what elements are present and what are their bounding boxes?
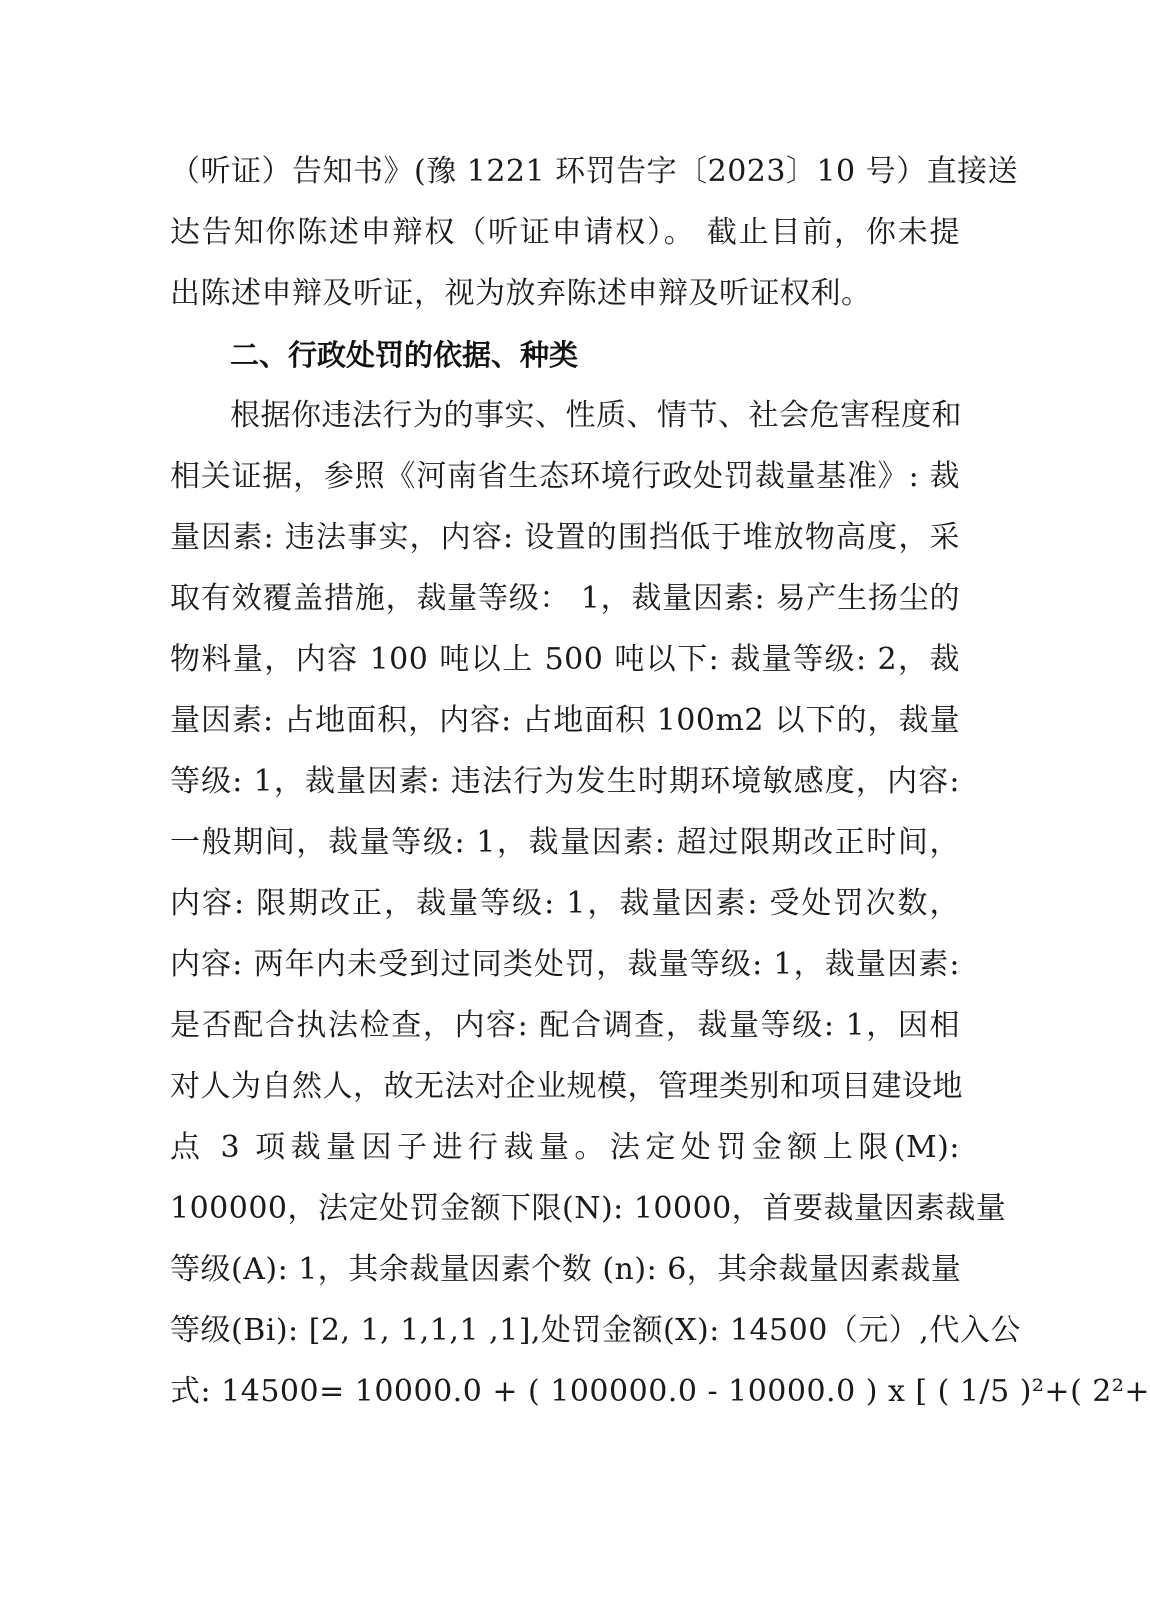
paragraph-line: 出陈述申辩及听证，视为放弃陈述申辩及听证权利。	[170, 276, 872, 311]
paragraph-line: （听证）告知书》(豫 1221 环罚告字〔2023〕10 号）直接送	[170, 154, 1019, 189]
paragraph-line: 对人为自然人，故无法对企业规模，管理类别和项目建设地	[170, 1069, 963, 1104]
paragraph-line: 相关证据，参照《河南省生态环境行政处罚裁量基准》: 裁	[170, 459, 960, 494]
paragraph-line: 取有效覆盖措施，裁量等级： 1，裁量因素: 易产生扬尘的	[170, 581, 960, 616]
paragraph-line: 达告知你陈述申辩权（听证申请权）。 截止目前，你未提	[170, 215, 960, 250]
paragraph-line: 是否配合执法检查，内容: 配合调查，裁量等级: 1，因相	[170, 1008, 960, 1043]
paragraph-line: 等级: 1，裁量因素: 违法行为发生时期环境敏感度，内容:	[170, 764, 960, 799]
paragraph-line: 等级(Bi): [2, 1, 1,1,1 ,1],处罚金额(X): 14500（元）,代入公	[170, 1313, 1021, 1348]
paragraph-line: 根据你违法行为的事实、性质、情节、社会危害程度和	[230, 398, 962, 433]
paragraph-line: 物料量，内容 100 吨以上 500 吨以下: 裁量等级: 2，裁	[170, 642, 960, 677]
section-heading: 二、行政处罚的依据、种类	[230, 338, 579, 372]
paragraph-line: 量因素: 违法事实，内容: 设置的围挡低于堆放物高度，采	[170, 520, 960, 555]
paragraph-line: 点 3 项裁量因子进行裁量。法定处罚金额上限(M):	[170, 1130, 960, 1165]
paragraph-line: 内容: 限期改正，裁量等级: 1，裁量因素: 受处罚次数，	[170, 886, 960, 921]
paragraph-line: 等级(A): 1，其余裁量因素个数 (n): 6，其余裁量因素裁量	[170, 1252, 962, 1287]
paragraph-line: 一般期间，裁量等级: 1，裁量因素: 超过限期改正时间，	[170, 825, 960, 860]
paragraph-line: 量因素: 占地面积，内容: 占地面积 100m2 以下的，裁量	[170, 703, 960, 738]
paragraph-line: 式: 14500= 10000.0 + ( 100000.0 - 10000.0 ) x [ ( 1/5 )²+( 2²+	[170, 1374, 1150, 1409]
paragraph-line: 100000，法定处罚金额下限(N): 10000，首要裁量因素裁量	[170, 1191, 1007, 1226]
paragraph-line: 内容: 两年内未受到过同类处罚，裁量等级: 1，裁量因素:	[170, 947, 960, 982]
